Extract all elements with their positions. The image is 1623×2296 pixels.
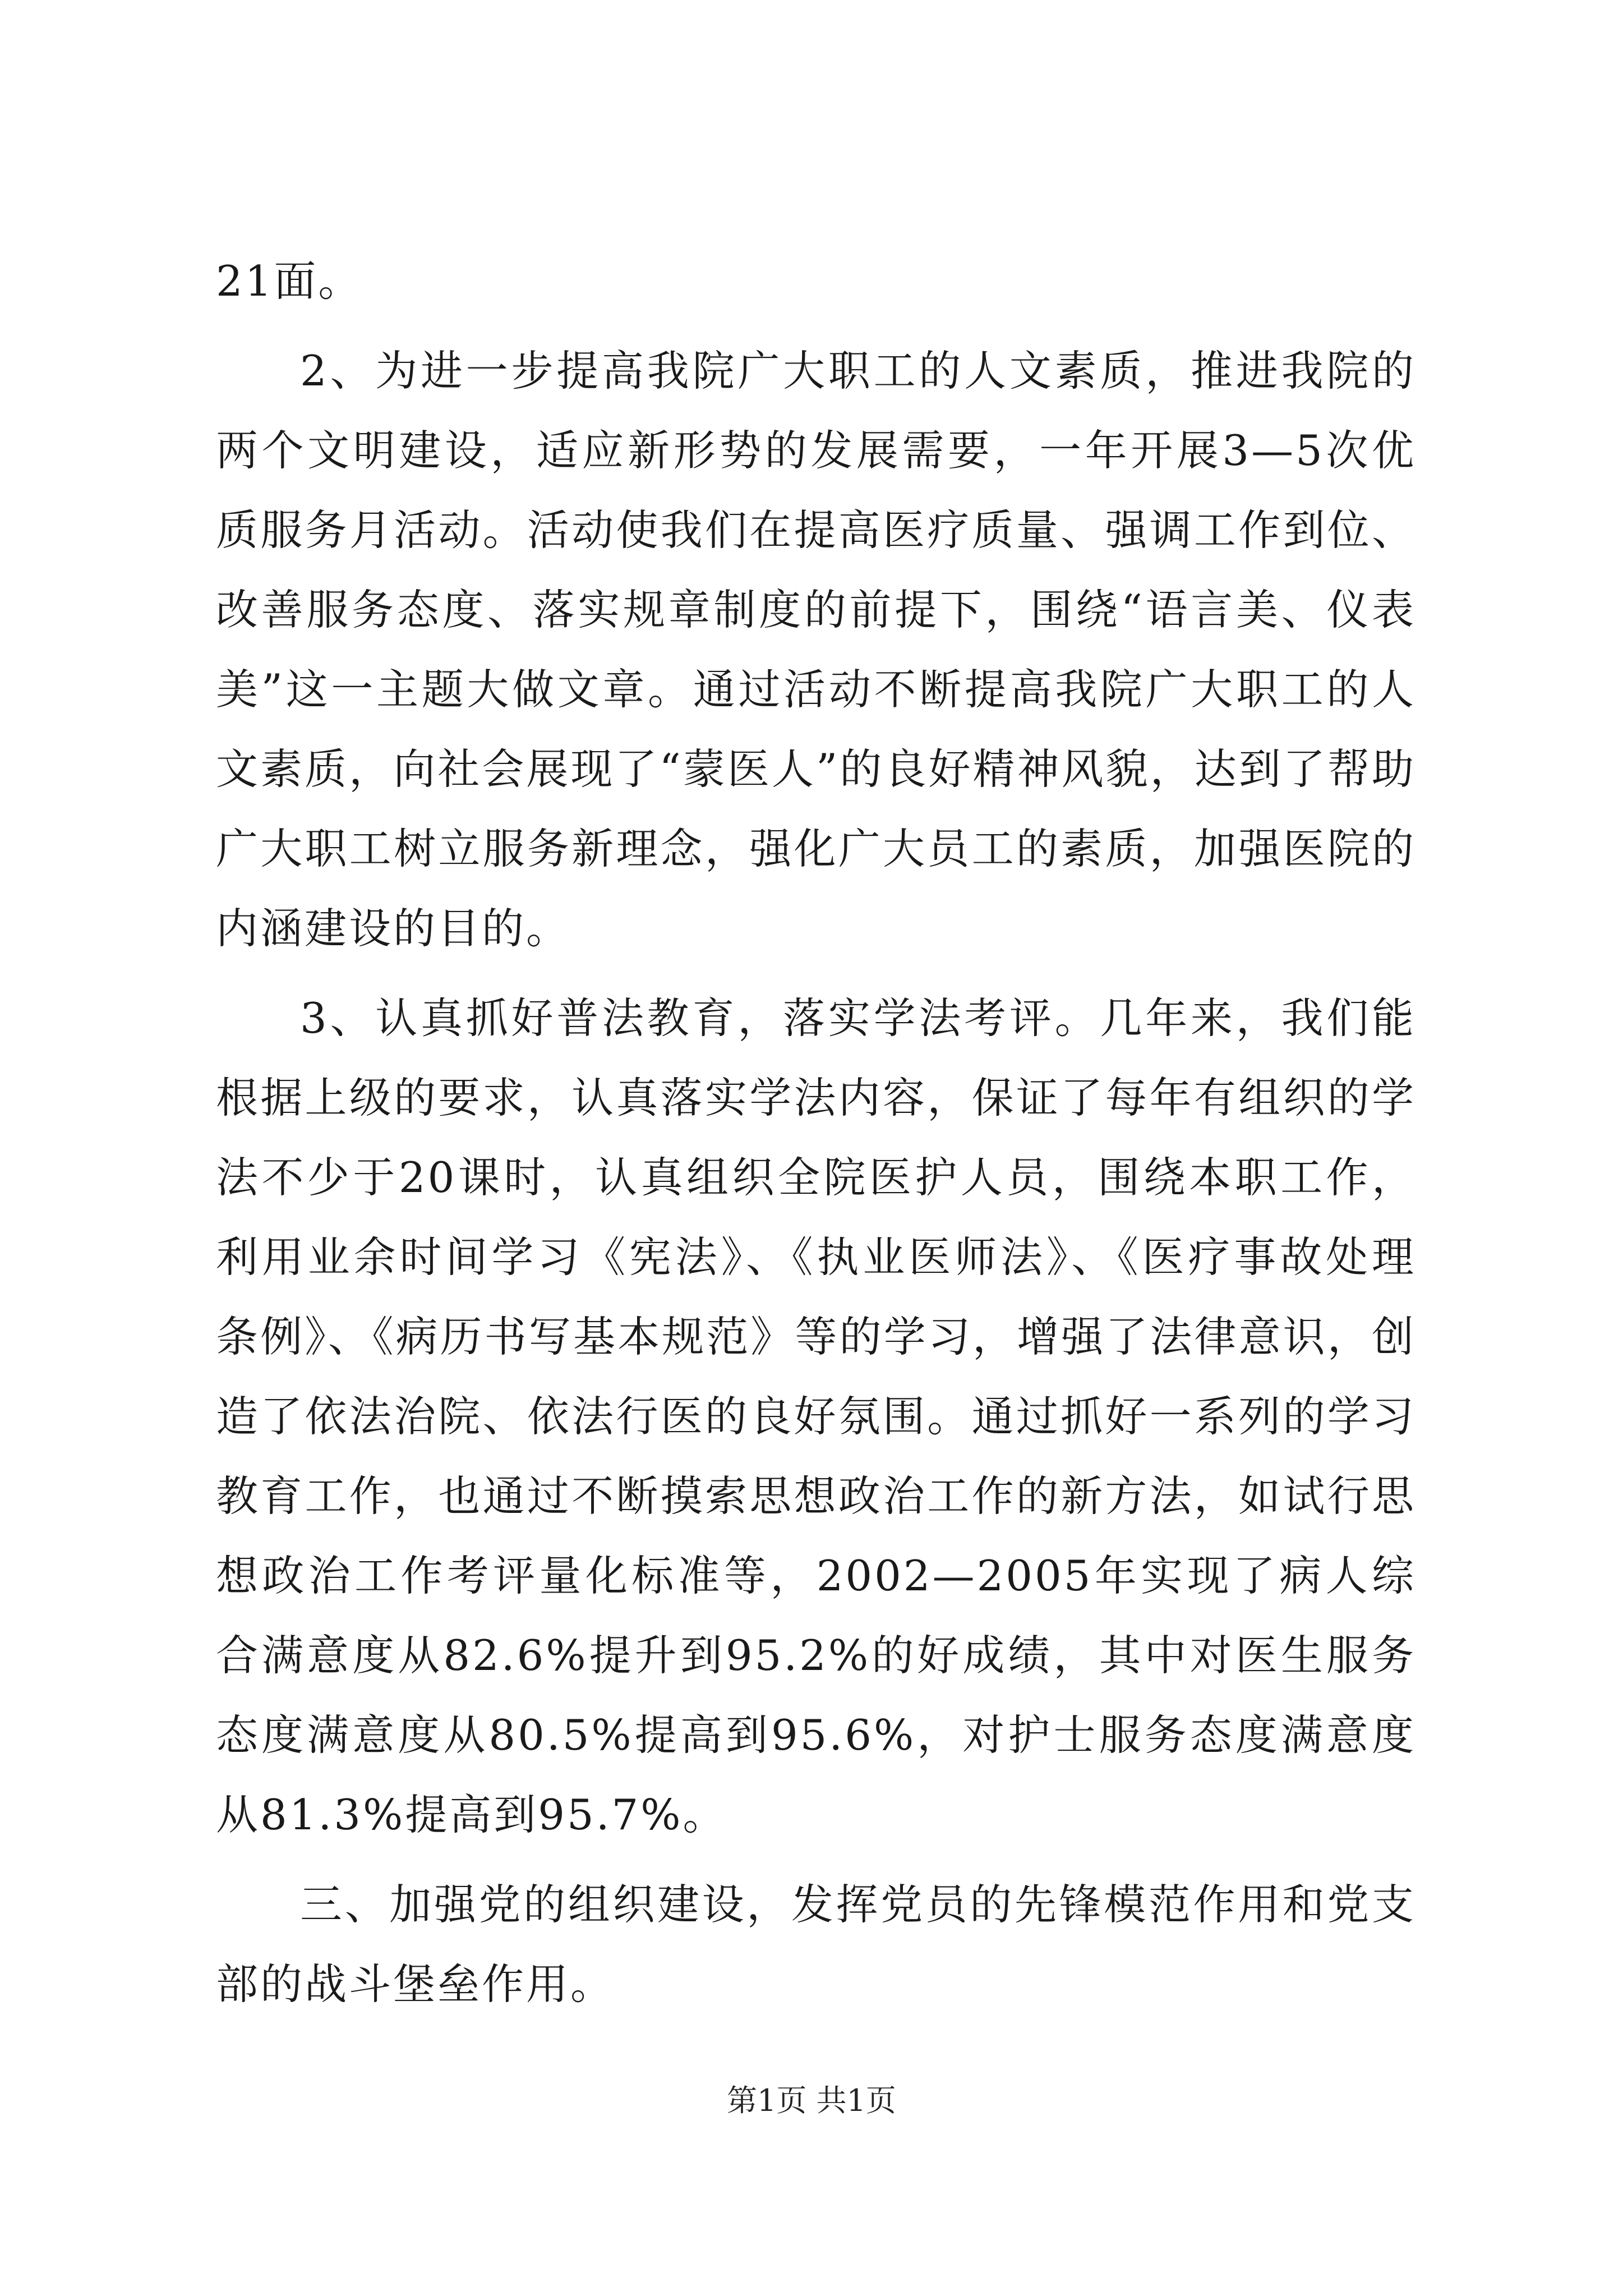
body-text <box>216 241 1416 2024</box>
paragraph-law-education: 3、认真抓好普法教育，落实学法考评。几年来，我们能根据上级的要求，认真落实学法内容，保证了每年有组织的学法不少于20课时，认真组织全院医护人员，围绕本职工作，利用业余时间学习《宪法》、《执业医师法》、《医疗事故处理条例》、《病历书写基本规范》等的学习，增强了法律意识，创造了依法治院、依法行医的良好氛围。通过抓好一系列的学习教育工作，也通过不断摸索思想政治工作的新方法，如试行思想政治工作考评量化标准等，2002—2005年实现了病人综合满意度从82.6%提升到95.2%的好成绩，其中对医生服务态度满意度从80.5%提高到95.6%，对护士服务态度满意度从81.3%提高到95.7%。 <box>216 993 1416 1839</box>
paragraph-continuation: 21面。 <box>216 256 363 306</box>
paragraph-party-building: 三、加强党的组织建设，发挥党员的先锋模范作用和党支部的战斗堡垒作用。 <box>216 1880 1416 2009</box>
page-footer: 第1页 共1页 <box>727 2083 896 2118</box>
paragraph-service-month: 2、为进一步提高我院广大职工的人文素质，推进我院的两个文明建设，适应新形势的发展需要，一年开展3—5次优质服务月活动。活动使我们在提高医疗质量、强调工作到位、改善服务态度、落实规章制度的前提下，围绕“语言美、仪表美”这一主题大做文章。通过活动不断提高我院广大职工的人文素质，向社会展现了“蒙医人”的良好精神风貌，达到了帮助广大职工树立服务新理念，强化广大员工的素质，加强医院的内涵建设的目的。 <box>216 346 1416 953</box>
